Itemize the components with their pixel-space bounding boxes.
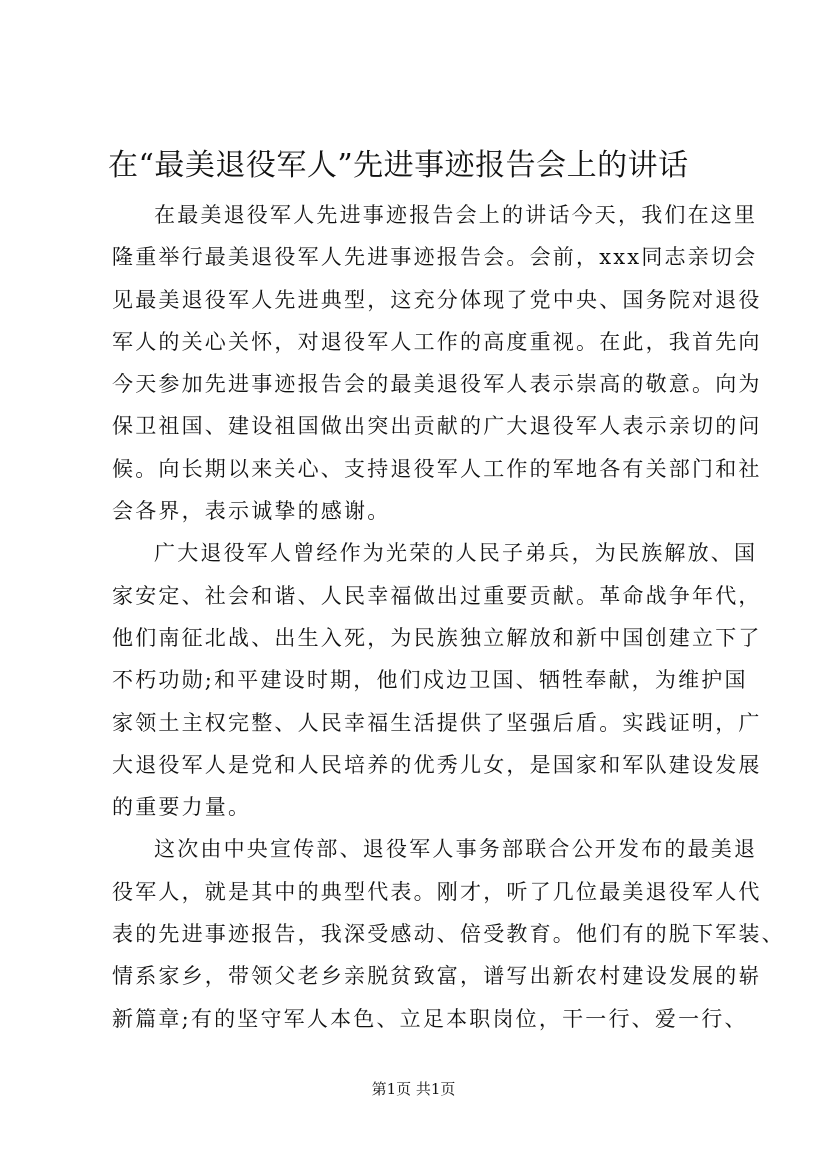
document-body [112, 194, 785, 1040]
page-footer: 第1页 共1页 [371, 1080, 456, 1098]
paragraph-line: 情系家乡，带领父老乡亲脱贫致富，谱写出新农村建设发展的崭 [112, 964, 762, 989]
paragraph-line: 表的先进事迹报告，我深受感动、倍受教育。他们有的脱下军装、 [112, 922, 785, 947]
paragraph-line: 见最美退役军人先进典型，这充分体现了党中央、国务院对退役 [112, 287, 762, 312]
paragraph-line: 役军人，就是其中的典型代表。刚才，听了几位最美退役军人代 [112, 879, 762, 904]
paragraph-line: 新篇章;有的坚守军人本色、立足本职岗位，干一行、爱一行、 [112, 1006, 748, 1031]
paragraph-line: 广大退役军人曾经作为光荣的人民子弟兵，为民族解放、国 [154, 541, 758, 566]
paragraph-line: 他们南征北战、出生入死，为民族独立解放和新中国创建立下了 [112, 625, 762, 650]
paragraph-line: 这次由中央宣传部、退役军人事务部联合公开发布的最美退 [154, 837, 758, 862]
paragraph-line: 不朽功勋;和平建设时期，他们戍边卫国、牺牲奉献，为维护国 [112, 668, 748, 693]
paragraph-line: 会各界，表示诚挚的感谢。 [112, 499, 391, 524]
paragraph-line: 保卫祖国、建设祖国做出突出贡献的广大退役军人表示亲切的问 [112, 414, 762, 439]
paragraph-line: 在最美退役军人先进事迹报告会上的讲话今天，我们在这里 [154, 203, 758, 227]
paragraph-line: 大退役军人是党和人民培养的优秀儿女，是国家和军队建设发展 [112, 752, 762, 777]
paragraph-line: 候。向长期以来关心、支持退役军人工作的军地各有关部门和社 [112, 456, 762, 481]
paragraph-line: 家领土主权完整、人民幸福生活提供了坚强后盾。实践证明，广 [112, 710, 762, 735]
paragraph-line: 今天参加先进事迹报告会的最美退役军人表示崇高的敬意。向为 [112, 372, 762, 397]
paragraph-line: 隆重举行最美退役军人先进事迹报告会。会前，xxx同志亲切会 [112, 245, 758, 270]
paragraph-line: 家安定、社会和谐、人民幸福做出过重要贡献。革命战争年代， [112, 583, 762, 608]
paragraph-line: 的重要力量。 [112, 795, 252, 820]
paragraph-line: 军人的关心关怀，对退役军人工作的高度重视。在此，我首先向 [112, 329, 762, 354]
document-title: 在“最美退役军人”先进事迹报告会上的讲话 [108, 148, 689, 183]
